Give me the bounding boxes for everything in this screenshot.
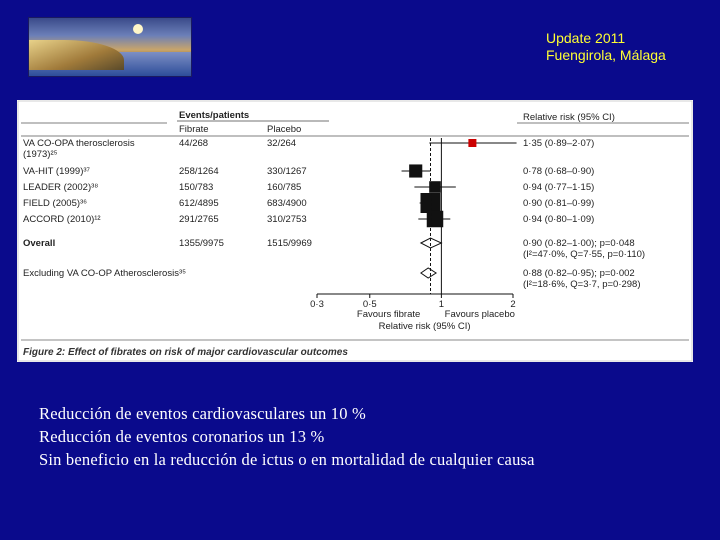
study-placebo-events: 32/264 [267,138,297,149]
study-placebo-events: 310/2753 [267,214,307,225]
summary-name: Overall [23,238,56,249]
study-point-marker [409,164,422,177]
header-update: Update 2011 [546,30,626,46]
favours-fibrate-label: Favours fibrate [356,309,421,320]
placebo-header: Placebo [267,124,302,135]
study-name: VA CO-OPA therosclerosis [23,138,135,149]
x-tick-label: 0·3 [310,299,324,310]
summary-heterogeneity-text: (I²=18·6%, Q=3·7, p=0·298) [523,279,641,290]
x-axis-title: Relative risk (95% CI) [378,321,471,332]
study-fibrate-events: 258/1264 [179,166,219,177]
study-name: FIELD (2005)³⁶ [23,198,88,209]
summary-fibrate-events: 1355/9975 [179,238,224,249]
study-rr-text: 0·78 (0·68–0·90) [523,166,595,177]
study-name: LEADER (2002)³⁸ [23,182,99,193]
study-point-marker [429,181,441,193]
summary-heterogeneity-text: (I²=47·0%, Q=7·55, p=0·110) [523,249,646,260]
study-fibrate-events: 150/783 [179,182,214,193]
header-location: Fuengirola, Málaga [546,47,666,63]
summary-rr-text: 0·88 (0·82–0·95); p=0·002 [523,268,635,279]
study-rr-text: 1·35 (0·89–2·07) [523,138,595,149]
summary-placebo-events: 1515/9969 [267,238,312,249]
study-rr-text: 0·94 (0·80–1·09) [523,214,595,225]
summary-name: Excluding VA CO-OP Atherosclerosis³⁵ [23,268,187,279]
note-no-benefit: Sin beneficio en la reducción de ictus o en mortalidad de cualquier causa [39,450,535,469]
study-fibrate-events: 612/4895 [179,198,219,209]
note-cardiovascular: Reducción de eventos cardiovasculares un 10 % [39,404,366,423]
slide-header [546,30,666,64]
study-name-year: (1973)²⁵ [23,149,58,160]
favours-placebo-label: Favours placebo [444,309,515,320]
x-tick-label: 2 [510,299,516,310]
study-rr-text: 0·90 (0·81–0·99) [523,198,595,209]
summary-rr-text: 0·90 (0·82–1·00); p=0·048 [523,238,635,249]
x-tick-label: 1 [438,299,445,310]
study-name: VA-HIT (1999)³⁷ [23,166,90,177]
study-fibrate-events: 291/2765 [179,214,219,225]
fibrate-header: Fibrate [179,124,209,135]
events-header: Events/patients [179,110,250,121]
study-name: ACCORD (2010)¹² [23,214,101,225]
study-placebo-events: 683/4900 [267,198,307,209]
figure-caption: Figure 2: Effect of fibrates on risk of major cardiovascular outcomes [23,347,348,358]
study-rr-text: 0·94 (0·77–1·15) [523,182,595,193]
study-point-marker [468,139,476,147]
study-placebo-events: 160/785 [267,182,302,193]
study-fibrate-events: 44/268 [179,138,209,149]
study-point-marker [427,211,444,228]
x-tick-label: 0·5 [362,299,377,310]
rr-header: Relative risk (95% CI) [523,112,615,123]
forest-plot-figure [17,100,693,362]
beach-photo [28,17,192,77]
forest-plot [17,100,693,362]
note-coronary: Reducción de eventos coronarios un 13 % [39,427,325,446]
slide-notes [39,402,535,471]
study-placebo-events: 330/1267 [267,166,307,177]
